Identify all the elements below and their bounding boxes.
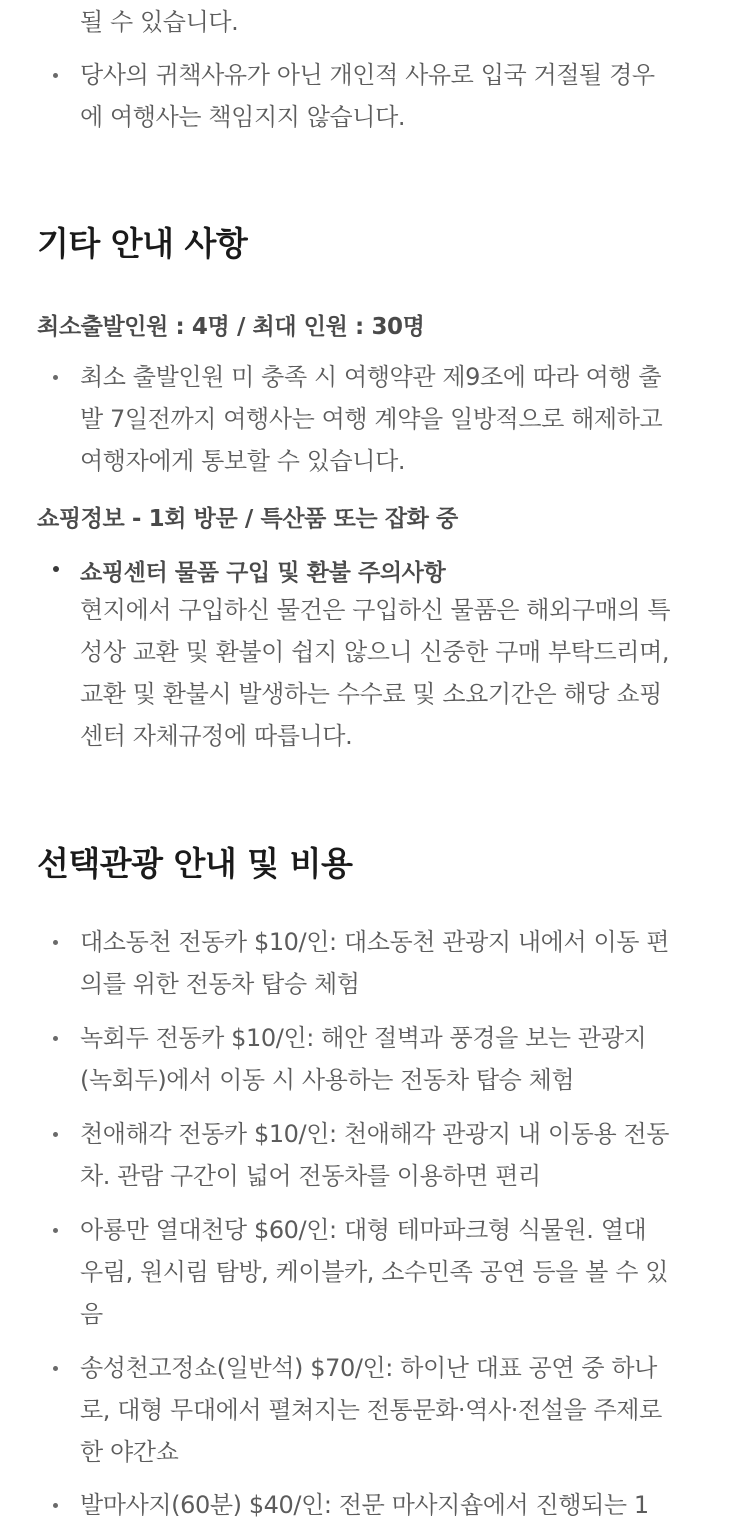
optional-tour-line: 천애해각 전동카 $10/인: 천애해각 관광지 내 이동용 전동 (80, 1120, 670, 1148)
min-note-line-1: 최소 출발인원 미 충족 시 여행약관 제9조에 따라 여행 출 (80, 363, 662, 391)
bullet-dot (53, 566, 59, 572)
shopping-caution-line-3: 교환 및 환불시 발생하는 수수료 및 소요기간은 해당 쇼핑 (80, 680, 662, 708)
entry-refusal-line-2: 에 여행사는 책임지지 않습니다. (80, 103, 406, 131)
section-title-optional-tours: 선택관광 안내 및 비용 (37, 844, 353, 883)
shopping-caution-title: 쇼핑센터 물품 구입 및 환불 주의사항 (80, 560, 446, 586)
bullet-dot (53, 73, 58, 78)
min-participants-label: 최소출발인원 : 4명 / 최대 인원 : 30명 (37, 314, 425, 340)
shopping-caution-line-1: 현지에서 구입하신 물건은 구입하신 물품은 해외구매의 특 (80, 596, 671, 624)
entry-refusal-line-1: 당사의 귀책사유가 아닌 개인적 사유로 입국 거절될 경우 (80, 61, 655, 89)
optional-tour-line: 의를 위한 전동차 탑승 체험 (80, 970, 360, 998)
optional-tour-line: 음 (80, 1300, 103, 1328)
bullet-dot (53, 1228, 58, 1233)
optional-tour-line: 녹회두 전동카 $10/인: 해안 절벽과 풍경을 보는 관광지 (80, 1024, 647, 1052)
bullet-dot (53, 375, 58, 380)
bullet-dot (53, 1132, 58, 1137)
section-title-other-info: 기타 안내 사항 (37, 224, 248, 263)
shopping-caution-line-2: 성상 교환 및 환불이 쉽지 않으니 신중한 구매 부탁드리며, (80, 638, 670, 666)
bullet-dot (53, 940, 58, 945)
optional-tour-line: 우림, 원시림 탐방, 케이블카, 소수민족 공연 등을 볼 수 있 (80, 1258, 668, 1286)
prev-text-tail: 될 수 있습니다. (80, 8, 239, 36)
optional-tour-line: 대소동천 전동카 $10/인: 대소동천 관광지 내에서 이동 편 (80, 928, 670, 956)
bullet-dot (53, 1503, 58, 1508)
optional-tour-line: 송성천고정쇼(일반석) $70/인: 하이난 대표 공연 중 하나 (80, 1354, 657, 1382)
bullet-dot (53, 1036, 58, 1041)
optional-tour-line: (녹회두)에서 이동 시 사용하는 전동차 탑승 체험 (80, 1066, 575, 1094)
shopping-caution-line-4: 센터 자체규정에 따릅니다. (80, 722, 353, 750)
optional-tour-line: 아룡만 열대천당 $60/인: 대형 테마파크형 식물원. 열대 (80, 1216, 647, 1244)
optional-tour-line: 로, 대형 무대에서 펼쳐지는 전통문화·역사·전설을 주제로 (80, 1396, 662, 1424)
optional-tour-line: 발마사지(60분) $40/인: 전문 마사지숍에서 진행되는 1 (80, 1491, 649, 1519)
optional-tour-line: 한 야간쇼 (80, 1438, 179, 1466)
shopping-info-label: 쇼핑정보 - 1회 방문 / 특산품 또는 잡화 중 (37, 506, 458, 532)
min-note-line-2: 발 7일전까지 여행사는 여행 계약을 일방적으로 해제하고 (80, 405, 663, 433)
min-note-line-3: 여행자에게 통보할 수 있습니다. (80, 447, 406, 475)
bullet-dot (53, 1366, 58, 1371)
optional-tour-line: 차. 관람 구간이 넓어 전동차를 이용하면 편리 (80, 1162, 541, 1190)
